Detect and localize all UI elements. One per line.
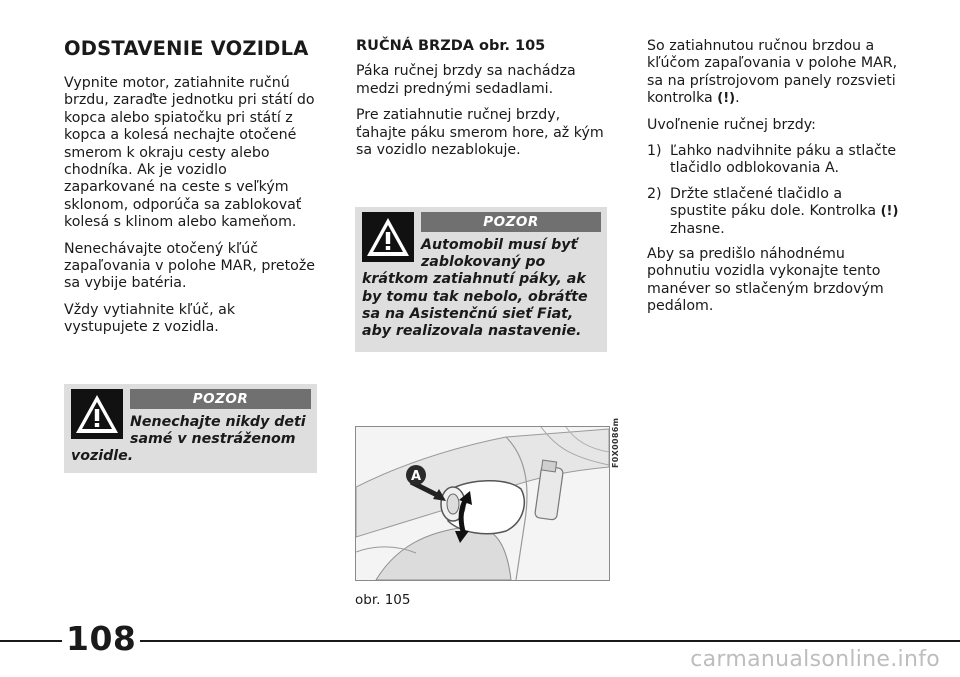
warning-box-children — [64, 384, 317, 473]
list-number: 2) — [647, 185, 662, 202]
brake-warning-lamp-icon: (!) — [880, 204, 899, 220]
list-number: 1) — [647, 143, 662, 160]
callout-label: A — [410, 469, 422, 484]
paragraph-text: So zatiahnutou ručnou brzdou a kľúčom zapaľovania v polohe MAR, sa na prístrojovom panely rozsvieti kontrolka — [647, 38, 898, 107]
list-item — [647, 143, 899, 178]
warning-text — [71, 414, 311, 466]
paragraph — [647, 38, 899, 108]
paragraph: Páka ručnej brzdy sa nachádza medzi prednými sedadlami. — [356, 63, 576, 97]
warning-text-full: krátkom zatiahnutí páky, ak by tomu tak nebolo, obráťte sa na Asistenčnú sieť Fiat, aby realizovala nastavenie. — [362, 271, 588, 340]
column-parking — [64, 38, 322, 346]
warning-text-indented: Nenechajte nikdy deti samé v nestráženom — [130, 414, 306, 448]
warning-text-indented: Automobil musí byť zablokovaný po — [421, 237, 578, 271]
paragraph: Pre zatiahnutie ručnej brzdy, ťahajte páku smerom hore, až kým sa vozidlo nezablokuje. — [356, 107, 604, 159]
list-text-part: zhasne. — [670, 220, 725, 237]
list-text-part: Držte stlačené tlačidlo a spustite páku dole. Kontrolka — [670, 185, 877, 220]
section-title-parking: ODSTAVENIE VOZIDLA — [64, 37, 309, 60]
list-text — [670, 186, 898, 237]
list-text: Ľahko nadvihnite páku a stlačte tlačidlo odblokovania A. — [670, 143, 897, 177]
warning-label: POZOR — [130, 389, 311, 409]
figure-code: F0X0086m — [611, 417, 620, 468]
brake-warning-lamp-icon: (!) — [717, 91, 736, 107]
paragraph-text: . — [735, 90, 740, 107]
handbrake-illustration — [356, 427, 609, 580]
warning-label: POZOR — [421, 212, 601, 232]
warning-box-handbrake — [355, 207, 607, 352]
paragraph: Aby sa predišlo náhodnému pohnutiu vozidla vykonajte tento manéver so stlačeným brzdovým pedálom. — [647, 246, 884, 315]
paragraph: Vždy vytiahnite kľúč, ak vystupujete z vozidla. — [64, 301, 236, 336]
paragraph: Uvoľnenie ručnej brzdy: — [647, 116, 816, 133]
warning-text-full: vozidle. — [71, 448, 134, 465]
paragraph: Nenechávajte otočený kľúč zapaľovania v polohe MAR, pretože sa vybije batéria. — [64, 240, 316, 292]
paragraph: Vypnite motor, zatiahnite ručnú brzdu, zaraďte jednotku pri státí do kopca alebo spiatočku pri státí z kopca a kolesá nechajte otočené smerom k okraju cesty alebo chodníka. Ak je vozidlo zaparkované na ceste s veľkým sklonom, odporúča sa zablokovať kolesá s klinom alebo kameňom. — [64, 75, 315, 231]
warning-text — [362, 237, 601, 340]
page-rule — [0, 640, 960, 642]
column-release — [647, 38, 899, 325]
page-number: 108 — [62, 619, 140, 659]
list-item — [647, 186, 899, 238]
watermark: carmanualsonline.info — [690, 647, 940, 672]
section-heading-handbrake: RUČNÁ BRZDA obr. 105 — [356, 38, 546, 54]
column-handbrake — [356, 38, 608, 168]
handbrake-figure — [355, 426, 610, 581]
figure-caption: obr. 105 — [355, 592, 411, 608]
